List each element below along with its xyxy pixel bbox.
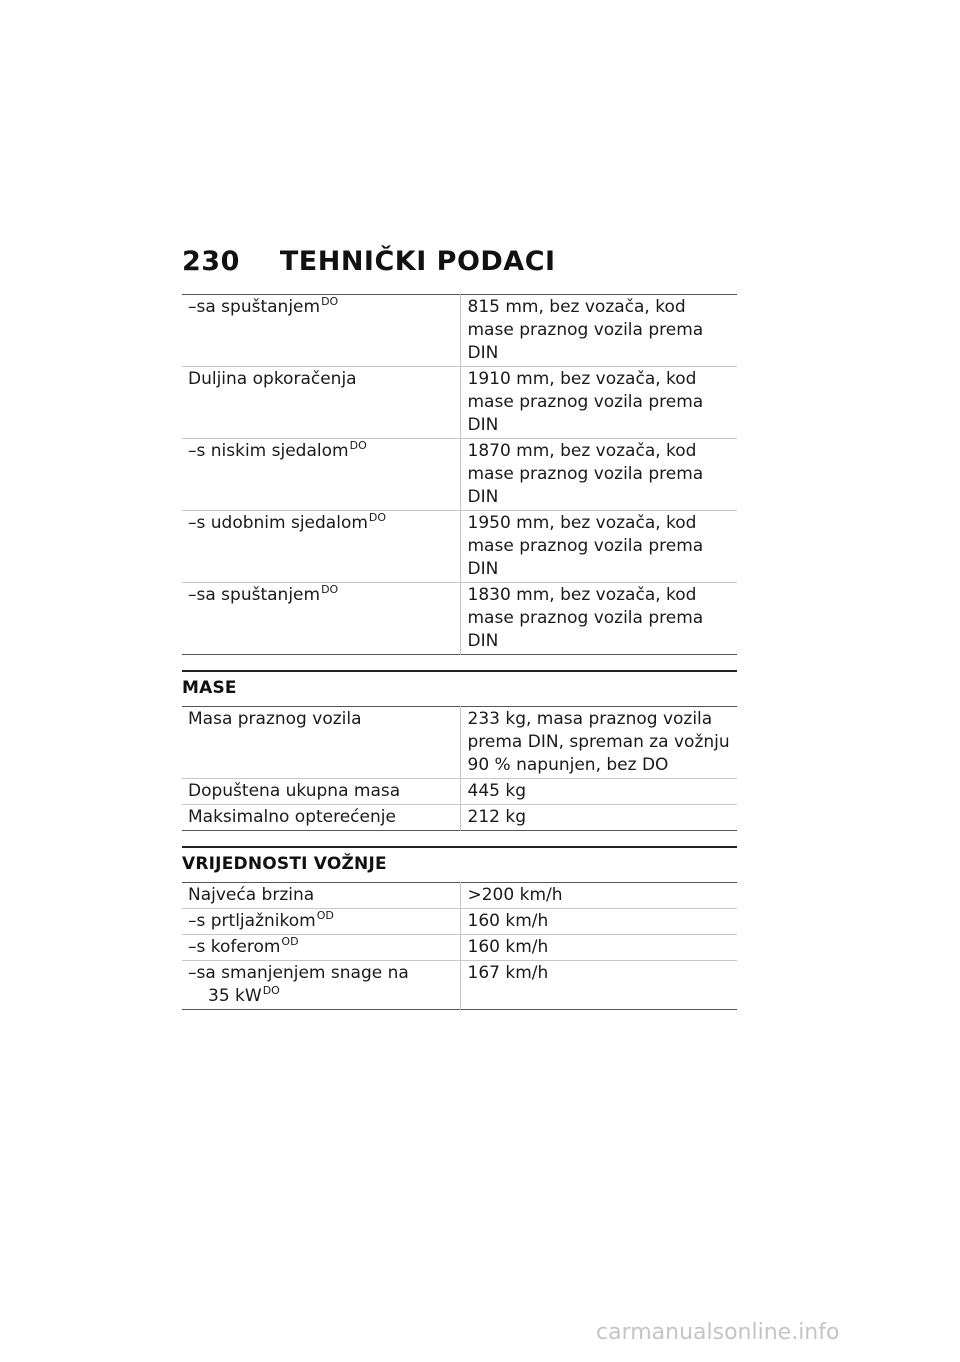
row-label: Duljina opkoračenja [182, 367, 460, 439]
table-row [182, 779, 737, 805]
footnote-mark: OD [316, 909, 334, 922]
footnote-mark: DO [368, 511, 387, 524]
row-value: 167 km/h [460, 961, 737, 1010]
table-row [182, 961, 737, 1010]
row-label: –s koferom$^{OD}$ [182, 935, 460, 961]
page-title: TEHNIČKI PODACI [279, 246, 556, 277]
table-row [182, 295, 737, 367]
page-number: 230 [182, 246, 240, 277]
section-title-voznje: VRIJEDNOSTI VOŽNJE [182, 846, 737, 882]
table-row [182, 935, 737, 961]
row-label: Najveća brzina [188, 885, 315, 905]
table-row [182, 367, 737, 439]
row-value: 1950 mm, bez vozača, kod mase praznog vozila prema DIN [460, 511, 737, 583]
footnote-mark: OD [281, 935, 299, 948]
footnote-mark: DO [262, 984, 280, 997]
row-label: –s prtljažnikom$^{OD}$ [182, 909, 460, 935]
footnote-mark: DO [321, 295, 339, 308]
row-label: –sa smanjenjem snage na 35 $kW^{DO}$ [182, 961, 460, 1010]
row-label: –sa spuštanjem$^{DO}$ [188, 295, 339, 317]
content [182, 294, 737, 1010]
footnote-mark: DO [321, 583, 339, 596]
table-row [182, 511, 737, 583]
table-row [182, 439, 737, 511]
watermark: carmanualsonline.info [596, 1320, 840, 1345]
row-value: 233 kg, masa praznog vozila prema DIN, spreman za vožnju 90 % napunjen, bez DO [460, 707, 737, 779]
row-value: 815 mm, bez vozača, kod mase praznog vozila prema DIN [460, 295, 737, 367]
section-title-mase: MASE [182, 670, 737, 706]
row-value: 1830 mm, bez vozača, kod mase praznog vozila prema DIN [460, 583, 737, 655]
row-value: >200 km/h [460, 883, 737, 909]
dimensions-table [182, 294, 737, 655]
row-value: 160 km/h [460, 909, 737, 935]
page-header [182, 246, 556, 277]
row-label: –s udobnim sjedalom$^{DO}$ [182, 511, 460, 583]
row-label: –sa spuštanjem$^{DO}$ [182, 583, 460, 655]
row-label: Maksimalno opterećenje [182, 805, 460, 831]
table-row [182, 805, 737, 831]
row-value: 212 kg [460, 805, 737, 831]
row-label: Masa praznog vozila [188, 709, 362, 729]
mase-table [182, 706, 737, 831]
table-row [182, 707, 737, 779]
row-value: 445 kg [460, 779, 737, 805]
table-row [182, 909, 737, 935]
row-label: –s niskim sjedalom$^{DO}$ [182, 439, 460, 511]
table-row [182, 883, 737, 909]
row-value: 1910 mm, bez vozača, kod mase praznog vozila prema DIN [460, 367, 737, 439]
footnote-mark: DO [349, 439, 367, 452]
row-value: 160 km/h [460, 935, 737, 961]
table-row [182, 583, 737, 655]
row-label: Dopuštena ukupna masa [182, 779, 460, 805]
voznje-table [182, 882, 737, 1010]
row-value: 1870 mm, bez vozača, kod mase praznog vozila prema DIN [460, 439, 737, 511]
